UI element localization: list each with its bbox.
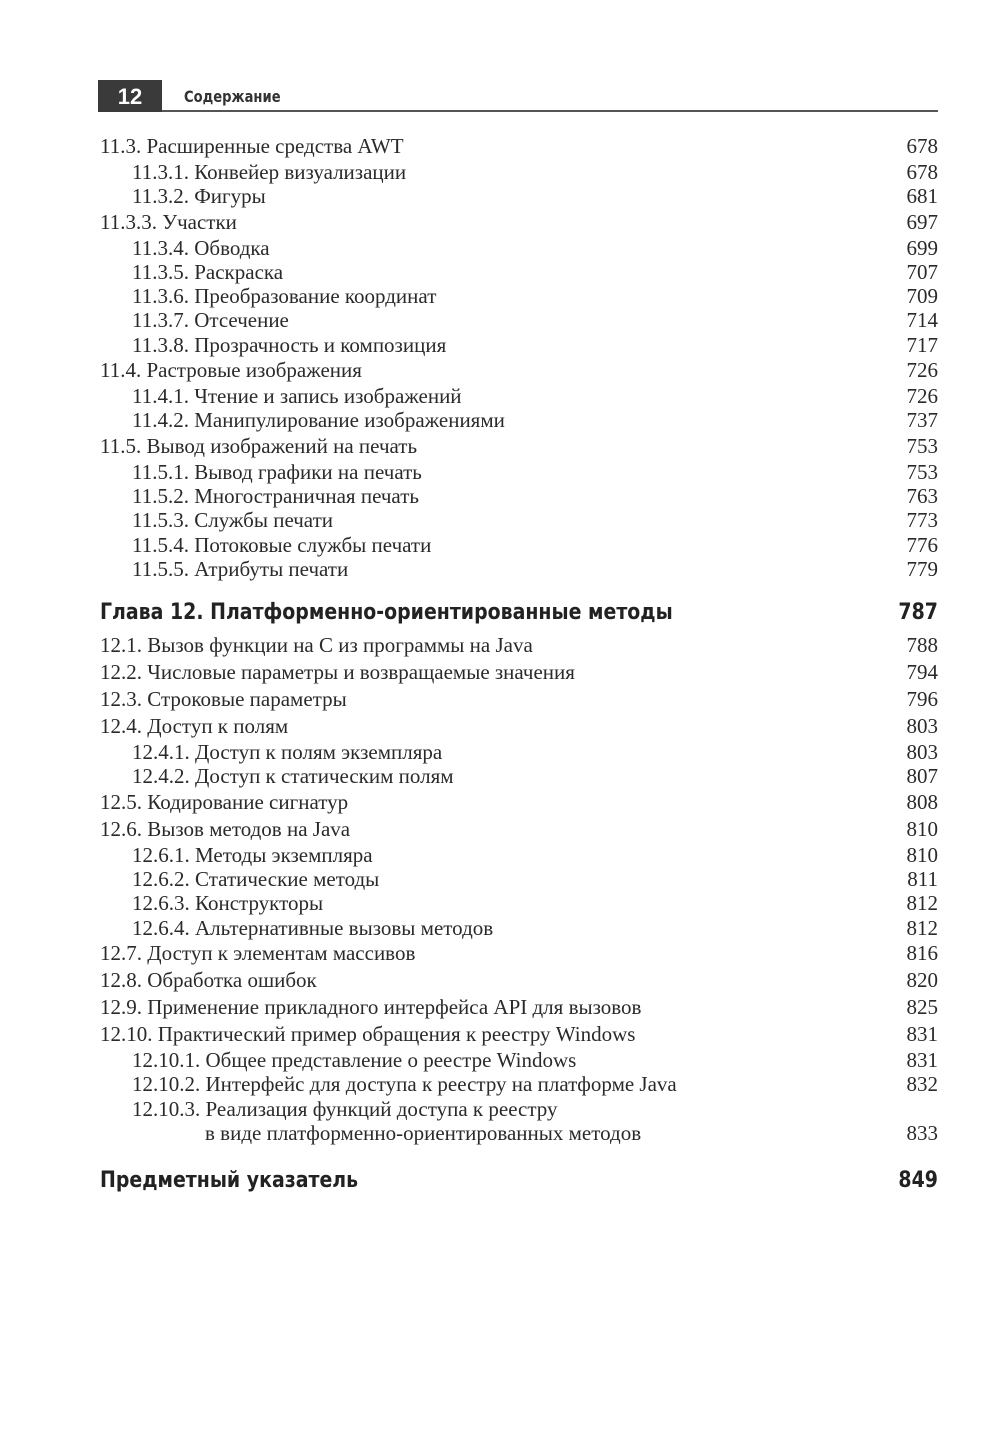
toc-entry-page: 681	[906, 184, 938, 209]
toc-entry[interactable]	[100, 308, 938, 332]
toc-chapter-12-entries	[100, 632, 938, 1096]
toc-entry[interactable]	[100, 1072, 938, 1096]
toc-index-heading[interactable]	[100, 1163, 938, 1199]
toc-entry-label: 11.3. Расширенные средства AWT	[100, 134, 404, 158]
toc-entry-page: 753	[906, 459, 938, 484]
toc-entry[interactable]	[100, 460, 938, 484]
toc-entry-label: 12.9. Применение прикладного интерфейса API для вызовов	[100, 994, 642, 1019]
toc-entry-label: 11.4.1. Чтение и запись изображений	[132, 384, 462, 409]
toc-entry-page: 803	[906, 740, 938, 765]
toc-entry[interactable]	[100, 484, 938, 508]
toc-entry-label: 11.3.6. Преобразование координат	[132, 284, 437, 309]
toc-entry[interactable]	[100, 764, 938, 788]
toc-entry[interactable]	[100, 843, 938, 867]
toc-entry[interactable]	[100, 740, 938, 764]
toc-entry-label: 11.4. Растровые изображения	[100, 358, 362, 383]
toc-entry-label: 12.4.2. Доступ к статическим полям	[132, 764, 454, 789]
toc-entry-label-line2: в виде платформенно-ориентированных методов	[205, 1120, 642, 1145]
toc-entry-label: 12.6.4. Альтернативные вызовы методов	[132, 915, 494, 940]
toc-entry-page: 831	[906, 1021, 938, 1046]
toc-entry-label: 11.5.1. Вывод графики на печать	[132, 459, 422, 484]
toc-entry-label: 12.10.2. Интерфейс для доступа к реестру на платформе Java	[132, 1072, 677, 1097]
toc-entry[interactable]	[100, 1048, 938, 1072]
toc-entry-page: 810	[906, 842, 938, 867]
toc-entry-label: 11.5. Вывод изображений на печать	[100, 433, 418, 458]
index-title: Предметный указатель	[100, 1167, 359, 1193]
running-header	[98, 80, 938, 112]
toc-entry[interactable]	[100, 357, 938, 384]
toc-entry-page: 737	[906, 408, 938, 433]
toc-entry-label: 11.3.8. Прозрачность и композиция	[132, 332, 447, 357]
toc-entry-page: 714	[906, 308, 938, 333]
toc-entry-page: 820	[906, 967, 938, 992]
toc-entry[interactable]	[100, 867, 938, 891]
toc-entry-label: 12.6.1. Методы экземпляра	[132, 842, 373, 867]
toc-entry-label: 11.5.2. Многостраничная печать	[132, 483, 419, 508]
toc-entry[interactable]	[100, 632, 938, 659]
toc-entry-page: 678	[906, 160, 938, 184]
toc-entry-page: 803	[906, 714, 938, 739]
toc-entry[interactable]	[100, 891, 938, 915]
toc-entry-label: 12.7. Доступ к элементам массивов	[100, 940, 416, 965]
toc-entry-page: 776	[906, 532, 938, 557]
toc-entry[interactable]	[100, 209, 938, 236]
toc-entry-page: 807	[906, 764, 938, 789]
toc-entry[interactable]	[100, 994, 938, 1021]
toc-entry-label: 12.3. Строковые параметры	[100, 687, 347, 712]
toc-entry-label: 11.5.5. Атрибуты печати	[132, 556, 349, 581]
toc-entry[interactable]	[100, 557, 938, 581]
toc-entry-page: 833	[906, 1120, 938, 1145]
toc-entry-page: 726	[906, 358, 938, 383]
toc-entry[interactable]	[100, 686, 938, 713]
toc-entry[interactable]	[100, 713, 938, 740]
toc-entry-page: 832	[906, 1072, 938, 1097]
toc-entry[interactable]	[100, 659, 938, 686]
toc-entry-page: 699	[906, 235, 938, 260]
toc-entry-page: 779	[906, 556, 938, 581]
toc-entry-label: 12.4. Доступ к полям	[100, 714, 289, 739]
toc-entry[interactable]	[100, 384, 938, 408]
toc-entry[interactable]	[100, 940, 938, 967]
toc-entry-page: 812	[906, 891, 938, 916]
toc-entry[interactable]	[100, 284, 938, 308]
toc-entry[interactable]	[100, 508, 938, 532]
toc-entry-page: 816	[906, 940, 938, 965]
toc-entry-label: 11.3.1. Конвейер визуализации	[132, 160, 407, 184]
toc-entry-label: 12.6.3. Конструкторы	[132, 891, 324, 916]
toc-entry-label: 12.10. Практический пример обращения к реестру Windows	[100, 1021, 636, 1046]
toc-entry-label: 12.5. Кодирование сигнатур	[100, 789, 349, 814]
toc-entry-page: 773	[906, 508, 938, 533]
toc-entry[interactable]	[100, 333, 938, 357]
toc-entry-page: 707	[906, 259, 938, 284]
toc-entry-label: 11.5.3. Службы печати	[132, 508, 333, 533]
toc-entry-page: 812	[906, 915, 938, 940]
toc-entry-label: 11.3.5. Раскраска	[132, 259, 284, 284]
toc-entry-page: 726	[906, 384, 938, 409]
chapter-title: Глава 12. Платформенно-ориентированные методы	[100, 600, 673, 626]
toc-entry-page: 810	[906, 816, 938, 841]
toc-entry-label: 12.6.2. Статические методы	[132, 867, 380, 892]
toc-entry-page: 808	[906, 789, 938, 814]
toc-entry[interactable]	[100, 236, 938, 260]
toc-entry[interactable]	[100, 184, 938, 208]
toc-chapter-11-entries	[100, 133, 938, 581]
toc-entry-label: 11.5.4. Потоковые службы печати	[132, 532, 432, 557]
toc-entry[interactable]	[100, 533, 938, 557]
toc-entry[interactable]	[100, 260, 938, 284]
toc-entry[interactable]	[100, 1021, 938, 1048]
toc-entry-label: 11.3.4. Обводка	[132, 235, 270, 260]
toc-entry-page: 788	[906, 633, 938, 658]
toc-entry[interactable]	[100, 816, 938, 843]
toc-entry-page: 831	[906, 1047, 938, 1072]
toc-entry-page: 763	[906, 483, 938, 508]
toc-entry[interactable]	[100, 433, 938, 460]
index-page: 849	[898, 1167, 938, 1193]
toc-entry-label-line1: 12.10.3. Реализация функций доступа к реестру	[132, 1096, 558, 1121]
chapter-page: 787	[898, 600, 938, 626]
toc-entry-label: 11.3.7. Отсечение	[132, 308, 289, 333]
toc-entry-page: 678	[906, 134, 938, 158]
toc-entry-page: 753	[906, 433, 938, 458]
running-title: Содержание	[184, 87, 281, 106]
toc-entry-label: 12.8. Обработка ошибок	[100, 967, 317, 992]
toc-chapter-heading[interactable]	[100, 595, 938, 631]
toc-entry-label: 11.3.3. Участки	[100, 209, 237, 234]
toc-entry-page: 697	[906, 209, 938, 234]
toc-entry-label: 12.2. Числовые параметры и возвращаемые значения	[100, 660, 575, 685]
toc-entry[interactable]	[100, 160, 938, 184]
toc-entry-label: 12.1. Вызов функции на С из программы на Java	[100, 633, 533, 658]
toc-entry-label: 11.3.2. Фигуры	[132, 184, 266, 209]
toc-entry-page: 709	[906, 284, 938, 309]
toc-entry[interactable]	[100, 916, 938, 940]
toc-entry-wrapped[interactable]	[100, 1097, 938, 1145]
toc-entry-label: 11.4.2. Манипулирование изображениями	[132, 408, 505, 433]
header-rule	[162, 110, 938, 112]
toc-entry-page: 825	[906, 994, 938, 1019]
toc-entry[interactable]	[100, 789, 938, 816]
toc-entry-label: 12.4.1. Доступ к полям экземпляра	[132, 740, 443, 765]
toc-entry-page: 717	[906, 332, 938, 357]
toc-entry-label: 12.6. Вызов методов на Java	[100, 816, 351, 841]
toc-entry[interactable]	[100, 133, 938, 160]
toc-entry[interactable]	[100, 408, 938, 432]
toc-entry-page: 811	[907, 867, 938, 892]
toc-entry-label: 12.10.1. Общее представление о реестре Windows	[132, 1047, 577, 1072]
toc-entry[interactable]	[100, 967, 938, 994]
page-number: 12	[98, 80, 162, 112]
table-of-contents	[100, 133, 938, 1200]
toc-entry-page: 794	[906, 660, 938, 685]
toc-entry-page: 796	[906, 687, 938, 712]
